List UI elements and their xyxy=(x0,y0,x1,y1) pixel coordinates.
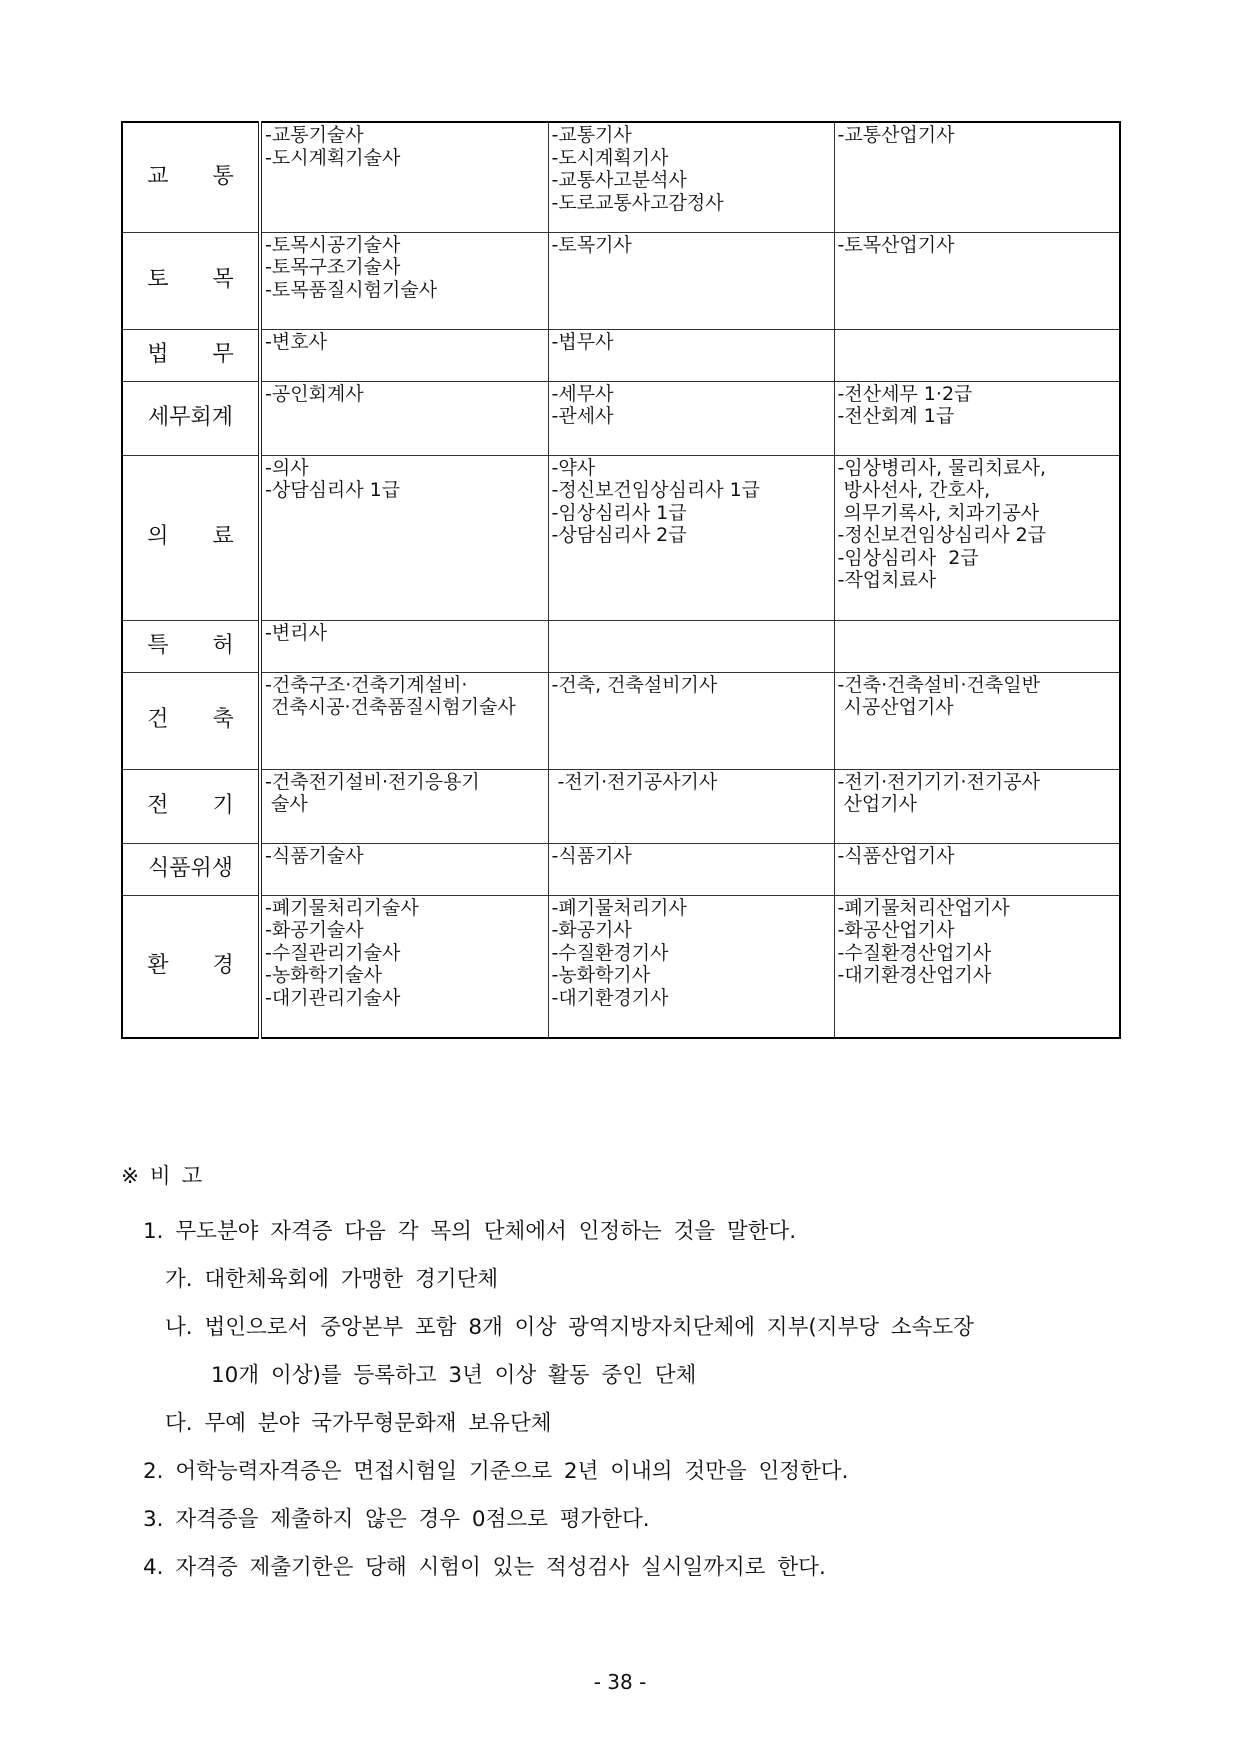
certificate-item: -전산회계 1급 xyxy=(837,405,955,427)
certificate-item: -임상병리사, 물리치료사, xyxy=(837,456,1047,479)
category-cell: 의 료 xyxy=(122,455,260,620)
certificate-item: -토목시공기술사 xyxy=(265,233,401,256)
certificate-item: -수질환경산업기사 xyxy=(837,941,992,964)
certificate-item: -의사 xyxy=(265,456,309,479)
table-row xyxy=(122,381,1120,455)
certificate-item: -공인회계사 xyxy=(265,382,364,405)
certificate-cell xyxy=(260,232,548,329)
certificate-item: -건축구조·건축기계설비· xyxy=(265,673,468,696)
certificate-item: -농화학기술사 xyxy=(265,964,382,986)
certificate-item: 시공산업기사 xyxy=(837,696,954,718)
certificate-table xyxy=(121,121,1121,1039)
certificate-item: -세무사 xyxy=(551,382,614,405)
certificate-cell xyxy=(260,769,548,843)
certificate-cell xyxy=(548,620,834,672)
note-item: 나. 법인으로서 중앙본부 포함 8개 이상 광역지방자치단체에 지부(지부당 소속도장 xyxy=(165,1315,974,1340)
certificate-cell xyxy=(834,672,1120,769)
certificate-item: -대기환경기사 xyxy=(551,986,669,1009)
note-item: 10개 이상)를 등록하고 3년 이상 활동 중인 단체 xyxy=(211,1363,697,1388)
table-row xyxy=(122,769,1120,843)
certificate-cell xyxy=(548,329,834,381)
category-cell: 환 경 xyxy=(122,895,260,1038)
certificate-item: 술사 xyxy=(265,793,308,815)
certificate-item: -농화학기사 xyxy=(551,964,651,986)
certificate-item: -대기관리기술사 xyxy=(265,986,401,1009)
certificate-item: -상담심리사 2급 xyxy=(551,524,687,546)
note-item: 1. 무도분야 자격증 다음 각 목의 단체에서 인정하는 것을 말한다. xyxy=(143,1219,797,1244)
certificate-cell xyxy=(548,232,834,329)
table-row xyxy=(122,620,1120,672)
notes-title: ※ 비 고 xyxy=(121,1164,205,1189)
category-cell: 특 허 xyxy=(122,620,260,672)
certificate-cell xyxy=(834,122,1120,232)
certificate-table-body xyxy=(122,122,1120,1038)
certificate-item: -도시계획기사 xyxy=(551,146,669,169)
certificate-item: 방사선사, 간호사, xyxy=(837,479,991,501)
table-row xyxy=(122,122,1120,232)
table-row xyxy=(122,672,1120,769)
certificate-cell xyxy=(260,329,548,381)
certificate-item: -화공기사 xyxy=(551,919,632,941)
certificate-item: -임상심리사 1급 xyxy=(551,501,687,524)
note-item: 4. 자격증 제출기한은 당해 시험이 있는 적성검사 실시일까지로 한다. xyxy=(143,1555,826,1580)
category-cell: 토 목 xyxy=(122,232,260,329)
certificate-cell xyxy=(260,381,548,455)
certificate-item: -건축전기설비·전기응용기 xyxy=(265,770,480,793)
certificate-cell xyxy=(548,672,834,769)
category-cell: 교 통 xyxy=(122,122,260,232)
certificate-item: -식품기술사 xyxy=(265,844,364,867)
notes-section xyxy=(121,1162,1121,1592)
certificate-item: -토목산업기사 xyxy=(837,233,955,256)
notes-list xyxy=(121,1208,1121,1592)
certificate-item: -변리사 xyxy=(265,621,327,644)
certificate-item: -교통기술사 xyxy=(265,124,364,146)
certificate-item: -화공기술사 xyxy=(265,919,364,941)
certificate-item: -교통기사 xyxy=(551,124,632,146)
certificate-item: -건축·건축설비·건축일반 xyxy=(837,673,1040,696)
certificate-item: 건축시공·건축품질시험기술사 xyxy=(265,696,516,718)
certificate-item: -수질환경기사 xyxy=(551,941,669,964)
table-row xyxy=(122,455,1120,620)
certificate-cell xyxy=(834,620,1120,672)
certificate-item: -정신보건임상심리사 1급 xyxy=(551,479,761,501)
certificate-cell xyxy=(548,843,834,895)
note-item: 가. 대한체육회에 가맹한 경기단체 xyxy=(165,1267,499,1292)
note-item: 2. 어학능력자격증은 면접시험일 기준으로 2년 이내의 것만을 인정한다. xyxy=(143,1459,849,1484)
certificate-cell xyxy=(260,895,548,1038)
certificate-item: -폐기물처리기사 xyxy=(551,896,687,919)
certificate-cell xyxy=(260,843,548,895)
certificate-item: -폐기물처리산업기사 xyxy=(837,896,1010,919)
note-item: 다. 무예 분야 국가무형문화재 보유단체 xyxy=(165,1411,552,1436)
certificate-item: -토목구조기술사 xyxy=(265,256,401,278)
certificate-cell xyxy=(548,122,834,232)
certificate-item: -식품기사 xyxy=(551,844,632,867)
certificate-item: -수질관리기술사 xyxy=(265,941,401,964)
certificate-cell xyxy=(834,455,1120,620)
certificate-item: 의무기록사, 치과기공사 xyxy=(837,501,1040,524)
certificate-item: -정신보건임상심리사 2급 xyxy=(837,524,1047,546)
table-row xyxy=(122,329,1120,381)
certificate-item: -화공산업기사 xyxy=(837,919,955,941)
certificate-cell xyxy=(548,455,834,620)
certificate-item: 산업기사 xyxy=(837,793,917,815)
certificate-item: -상담심리사 1급 xyxy=(265,479,401,501)
certificate-item: -약사 xyxy=(551,456,596,479)
certificate-item: -폐기물처리기술사 xyxy=(265,896,419,919)
certificate-cell xyxy=(834,329,1120,381)
certificate-item: -법무사 xyxy=(551,330,614,353)
certificate-item: -대기환경산업기사 xyxy=(837,964,992,986)
certificate-item: -도로교통사고감정사 xyxy=(551,191,724,214)
certificate-item: -변호사 xyxy=(265,330,327,353)
certificate-cell xyxy=(834,381,1120,455)
note-item: 3. 자격증을 제출하지 않은 경우 0점으로 평가한다. xyxy=(143,1507,650,1532)
certificate-item: -임상심리사 2급 xyxy=(837,546,979,569)
certificate-cell xyxy=(260,122,548,232)
certificate-item: -전기·전기공사기사 xyxy=(551,770,718,793)
category-cell: 식품위생 xyxy=(122,843,260,895)
certificate-cell xyxy=(834,232,1120,329)
certificate-cell xyxy=(548,769,834,843)
certificate-item: -교통사고분석사 xyxy=(551,169,687,191)
certificate-item: -건축, 건축설비기사 xyxy=(551,673,718,696)
certificate-cell xyxy=(834,843,1120,895)
certificate-item: -관세사 xyxy=(551,405,614,427)
page-number: - 38 - xyxy=(593,1670,647,1694)
category-cell: 법 무 xyxy=(122,329,260,381)
certificate-cell xyxy=(260,672,548,769)
certificate-item: -토목품질시험기술사 xyxy=(265,278,438,301)
certificate-item: -전산세무 1·2급 xyxy=(837,382,973,405)
certificate-item: -도시계획기술사 xyxy=(265,146,401,169)
table-row xyxy=(122,232,1120,329)
category-cell: 전 기 xyxy=(122,769,260,843)
table-row xyxy=(122,895,1120,1038)
certificate-cell xyxy=(260,620,548,672)
certificate-cell xyxy=(548,895,834,1038)
certificate-item: -토목기사 xyxy=(551,233,632,256)
certificate-cell xyxy=(548,381,834,455)
certificate-item: -전기·전기기기·전기공사 xyxy=(837,770,1040,793)
certificate-item: -식품산업기사 xyxy=(837,844,955,867)
category-cell: 건 축 xyxy=(122,672,260,769)
certificate-item: -작업치료사 xyxy=(837,569,937,591)
certificate-item: -교통산업기사 xyxy=(837,124,955,146)
category-cell: 세무회계 xyxy=(122,381,260,455)
certificate-cell xyxy=(834,769,1120,843)
table-row xyxy=(122,843,1120,895)
certificate-cell xyxy=(834,895,1120,1038)
certificate-cell xyxy=(260,455,548,620)
